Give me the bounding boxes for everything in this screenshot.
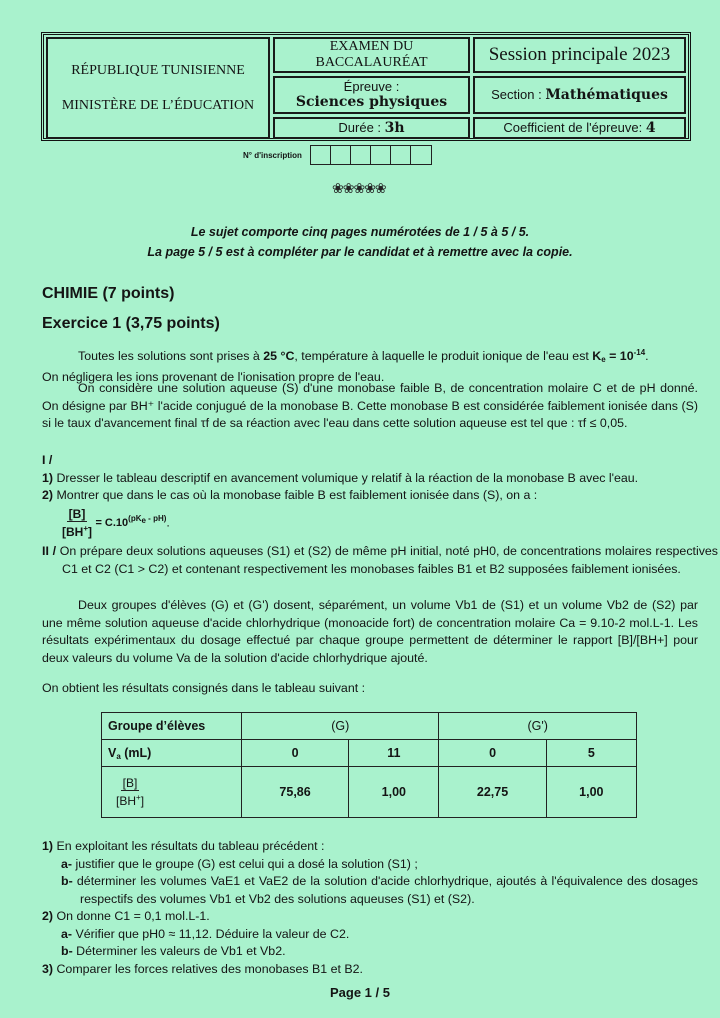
paragraph-1: Toutes les solutions sont prises à 25 °C, température à laquelle le produit ionique de l'eau est $K_e = 10^{-14}$. On négligera les ions provenant de l'ionisation propre de l'eau.: [42, 348, 649, 384]
exercise-title: Exercice 1 (3,75 points): [42, 315, 220, 332]
part-2-paragraph: Deux groupes d'élèves (G) et (G') dosent, séparément, un volume Vb1 de (S1) et un volume Vb2 de (S2) par une même solution aqueuse d'acide chlorhydrique (monoacide fort) de concentration molaire Ca = 9.10-2 mol.L-1. Les résultats expérimentaux du dosage effectué par chaque groupe permettent de déterminer le rapport [B]/[BH+] pour deux valeurs du volume Va de la solution d'acide chlorhydrique ajouté.: [42, 598, 698, 665]
part-2-table-intro: On obtient les résultats consignés dans le tableau suivant :: [42, 681, 366, 695]
exam-name-cell: EXAMEN DU BACCALAURÉAT: [273, 37, 470, 73]
header-table: [41, 32, 691, 141]
part-1: I / 1) Dresser le tableau descriptif en avancement volumique y relatif à la réaction de la monobase B avec l'eau. 2) Montrer que dans le cas où la monobase faible B est faiblement ionisée dans (S), on a : $\frac{[B]}{[BH^+]}$ = $C.10^{(pK_e - pH)}$.: [42, 453, 639, 539]
results-table: Groupe d’élèves (G) (G') $V_a$ (mL) 0 11 0 5 $\frac{[B]}{[BH^+]}$ 75,86 1,00 22,75 1,00: [101, 712, 637, 818]
registration-boxes[interactable]: [310, 145, 432, 165]
country-name: RÉPUBLIQUE TUNISIENNE: [71, 62, 245, 78]
flower-ornament-icon: ❀❀❀❀❀: [332, 180, 386, 196]
registration-number: N° d'inscription: [243, 145, 432, 165]
paragraph-2: On considère une solution aqueuse (S) d'une monobase faible B, de concentration molaire C et de pH donné. On désigne par BH⁺ l'acide conjugué de la monobase B. Cette monobase B est considérée faiblement ionisée dans (S) si le taux d'avancement final τf de sa réaction avec l'eau dans cette solution aqueuse est tel que : τf ≤ 0,05.: [42, 381, 698, 430]
instructions: Le sujet comporte cinq pages numérotées de 1 / 5 à 5 / 5. La page 5 / 5 est à compléter par le candidat et à remettre avec la copie.: [147, 225, 573, 259]
duration-cell: Durée : 3h: [273, 117, 470, 139]
session-cell: Session principale 2023: [473, 37, 686, 73]
section-cell: Section : Mathématiques: [473, 76, 686, 114]
page-number: Page 1 / 5: [330, 985, 390, 1000]
section-title: CHIMIE (7 points): [42, 285, 175, 302]
ratio-fraction: $\frac{[B]}{[BH^+]}$: [62, 506, 92, 539]
part-2-intro: II / On prépare deux solutions aqueuses (S1) et (S2) de même pH initial, noté pH0, de concentrations molaires respectives C1 et C2 (C1 > C2) et contenant respectivement les monobases faibles B1 et B2 supposées faiblement ionisées.: [42, 544, 718, 576]
subject-name: Sciences physiques: [295, 94, 448, 110]
ministry-name: MINISTÈRE DE L’ÉDUCATION: [61, 97, 255, 113]
epreuve-cell: Épreuve : Sciences physiques: [273, 76, 470, 114]
questions: 1) En exploitant les résultats du tableau précédent : a- justifier que le groupe (G) est celui qui a dosé la solution (S1) ; b- déterminer les volumes VaE1 et VaE2 de la solution d'acide chlorhydrique, ajoutés à l'équivalence des dosages respectifs des volumes Vb1 et Vb2 des solutions aqueuses (S1) et (S2). 2) On donne C1 = 0,1 mol.L-1. a- Vérifier que pH0 ≈ 11,12. Déduire la valeur de C2. b- Déterminer les valeurs de Vb1 et Vb2. 3) Comparer les forces relatives des monobases B1 et B2.: [42, 839, 698, 976]
coefficient-cell: Coefficient de l'épreuve: 4: [473, 117, 686, 139]
header-left-cell: [46, 37, 270, 139]
